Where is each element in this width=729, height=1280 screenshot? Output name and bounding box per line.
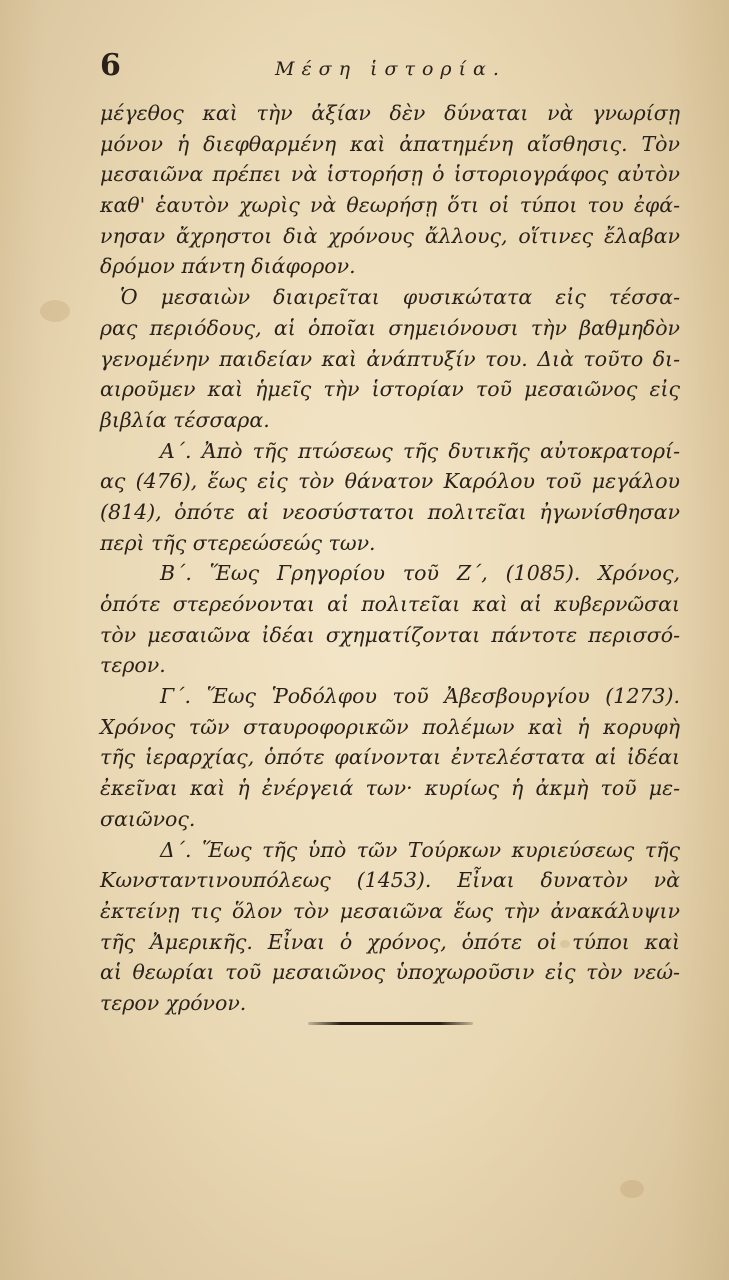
text-line: δρόμον πάντη διάφορον. [100, 254, 356, 279]
paragraph-start: Δ΄. Ἕως τῆς ὑπὸ τῶν Τούρκων κυριεύσεως τῆς [160, 837, 680, 862]
text-line: ἐκεῖναι καὶ ἡ ἐνέργειά των· κυρίως ἡ ἀκμὴ τοῦ με- [100, 776, 680, 801]
text-line: γενομένην παιδείαν καὶ ἀνάπτυξίν του. Διὰ τοῦτο δι- [100, 346, 680, 371]
section-end-rule [308, 1022, 473, 1025]
running-title: Μέση ἱστορία. [275, 58, 506, 80]
text-line: μέγεθος καὶ τὴν ἀξίαν δὲν δύναται νὰ γνωρίσῃ [100, 101, 680, 125]
text-line: ἐκτείνῃ τις ὅλον τὸν μεσαιῶνα ἕως τὴν ἀνακάλυψιν [100, 898, 680, 923]
paper-stain [40, 300, 70, 322]
text-line: τερον. [100, 653, 166, 678]
text-line: τὸν μεσαιῶνα ἰδέαι σχηματίζονται πάντοτε περισσό- [100, 622, 680, 647]
text-line: νησαν ἄχρηστοι διὰ χρόνους ἄλλους, οἵτινες ἔλαβαν [100, 223, 680, 248]
text-line: ρας περιόδους, αἱ ὁποῖαι σημειόνουσι τὴν βαθμηδὸν [100, 315, 680, 340]
paragraph-start: Α΄. Ἀπὸ τῆς πτώσεως τῆς δυτικῆς αὐτοκρατορί- [160, 438, 680, 463]
page-header [100, 48, 660, 88]
text-line: περὶ τῆς στερεώσεώς των. [100, 530, 376, 555]
page-number: 6 [100, 48, 121, 83]
text-line: βιβλία τέσσαρα. [100, 407, 270, 432]
text-line: καθ' ἑαυτὸν χωρὶς νὰ θεωρήσῃ ὅτι οἱ τύποι του ἐφά- [100, 193, 680, 218]
text-line: μόνον ἡ διεφθαρμένη καὶ ἀπατημένη αἴσθησις. Τὸν [100, 131, 680, 156]
text-line: μεσαιῶνα πρέπει νὰ ἱστορήσῃ ὁ ἱστοριογράφος αὐτὸν [100, 162, 680, 187]
text-line: Χρόνος τῶν σταυροφορικῶν πολέμων καὶ ἡ κορυφὴ [100, 714, 680, 739]
text-line: αἱ θεωρίαι τοῦ μεσαιῶνος ὑποχωροῦσιν εἰς τὸν νεώ- [100, 960, 680, 985]
text-line: σαιῶνος. [100, 806, 196, 831]
text-line: ὁπότε στερεόνονται αἱ πολιτεῖαι καὶ αἱ κυβερνῶσαι [100, 592, 680, 616]
text-line: (814), ὁπότε αἱ νεοσύστατοι πολιτεῖαι ἠγωνίσθησαν [100, 499, 680, 524]
paragraph-start: Β΄. Ἕως Γρηγορίου τοῦ Ζ΄, (1085). Χρόνος, [160, 561, 680, 586]
paragraph-start: Γ΄. Ἕως Ῥοδόλφου τοῦ Ἀβεσβουργίου (1273). [160, 684, 680, 709]
text-line: Κωνσταντινουπόλεως (1453). Εἶναι δυνατὸν νὰ [100, 868, 680, 893]
text-line: ας (476), ἕως εἰς τὸν θάνατον Καρόλου τοῦ μεγάλου [100, 469, 680, 494]
text-line: τῆς Ἀμερικῆς. Εἶναι ὁ χρόνος, ὁπότε οἱ τύποι καὶ [100, 929, 680, 954]
text-line: τῆς ἱεραρχίας, ὁπότε φαίνονται ἐντελέστατα αἱ ἰδέαι [100, 745, 680, 770]
paragraph-start: Ὁ μεσαιὼν διαιρεῖται φυσικώτατα εἰς τέσσα- [120, 285, 680, 310]
text-line: αιροῦμεν καὶ ἡμεῖς τὴν ἱστορίαν τοῦ μεσαιῶνος εἰς [100, 377, 680, 402]
paper-stain [620, 1180, 644, 1198]
body-text [100, 98, 680, 1019]
text-line: τερον χρόνον. [100, 990, 247, 1015]
